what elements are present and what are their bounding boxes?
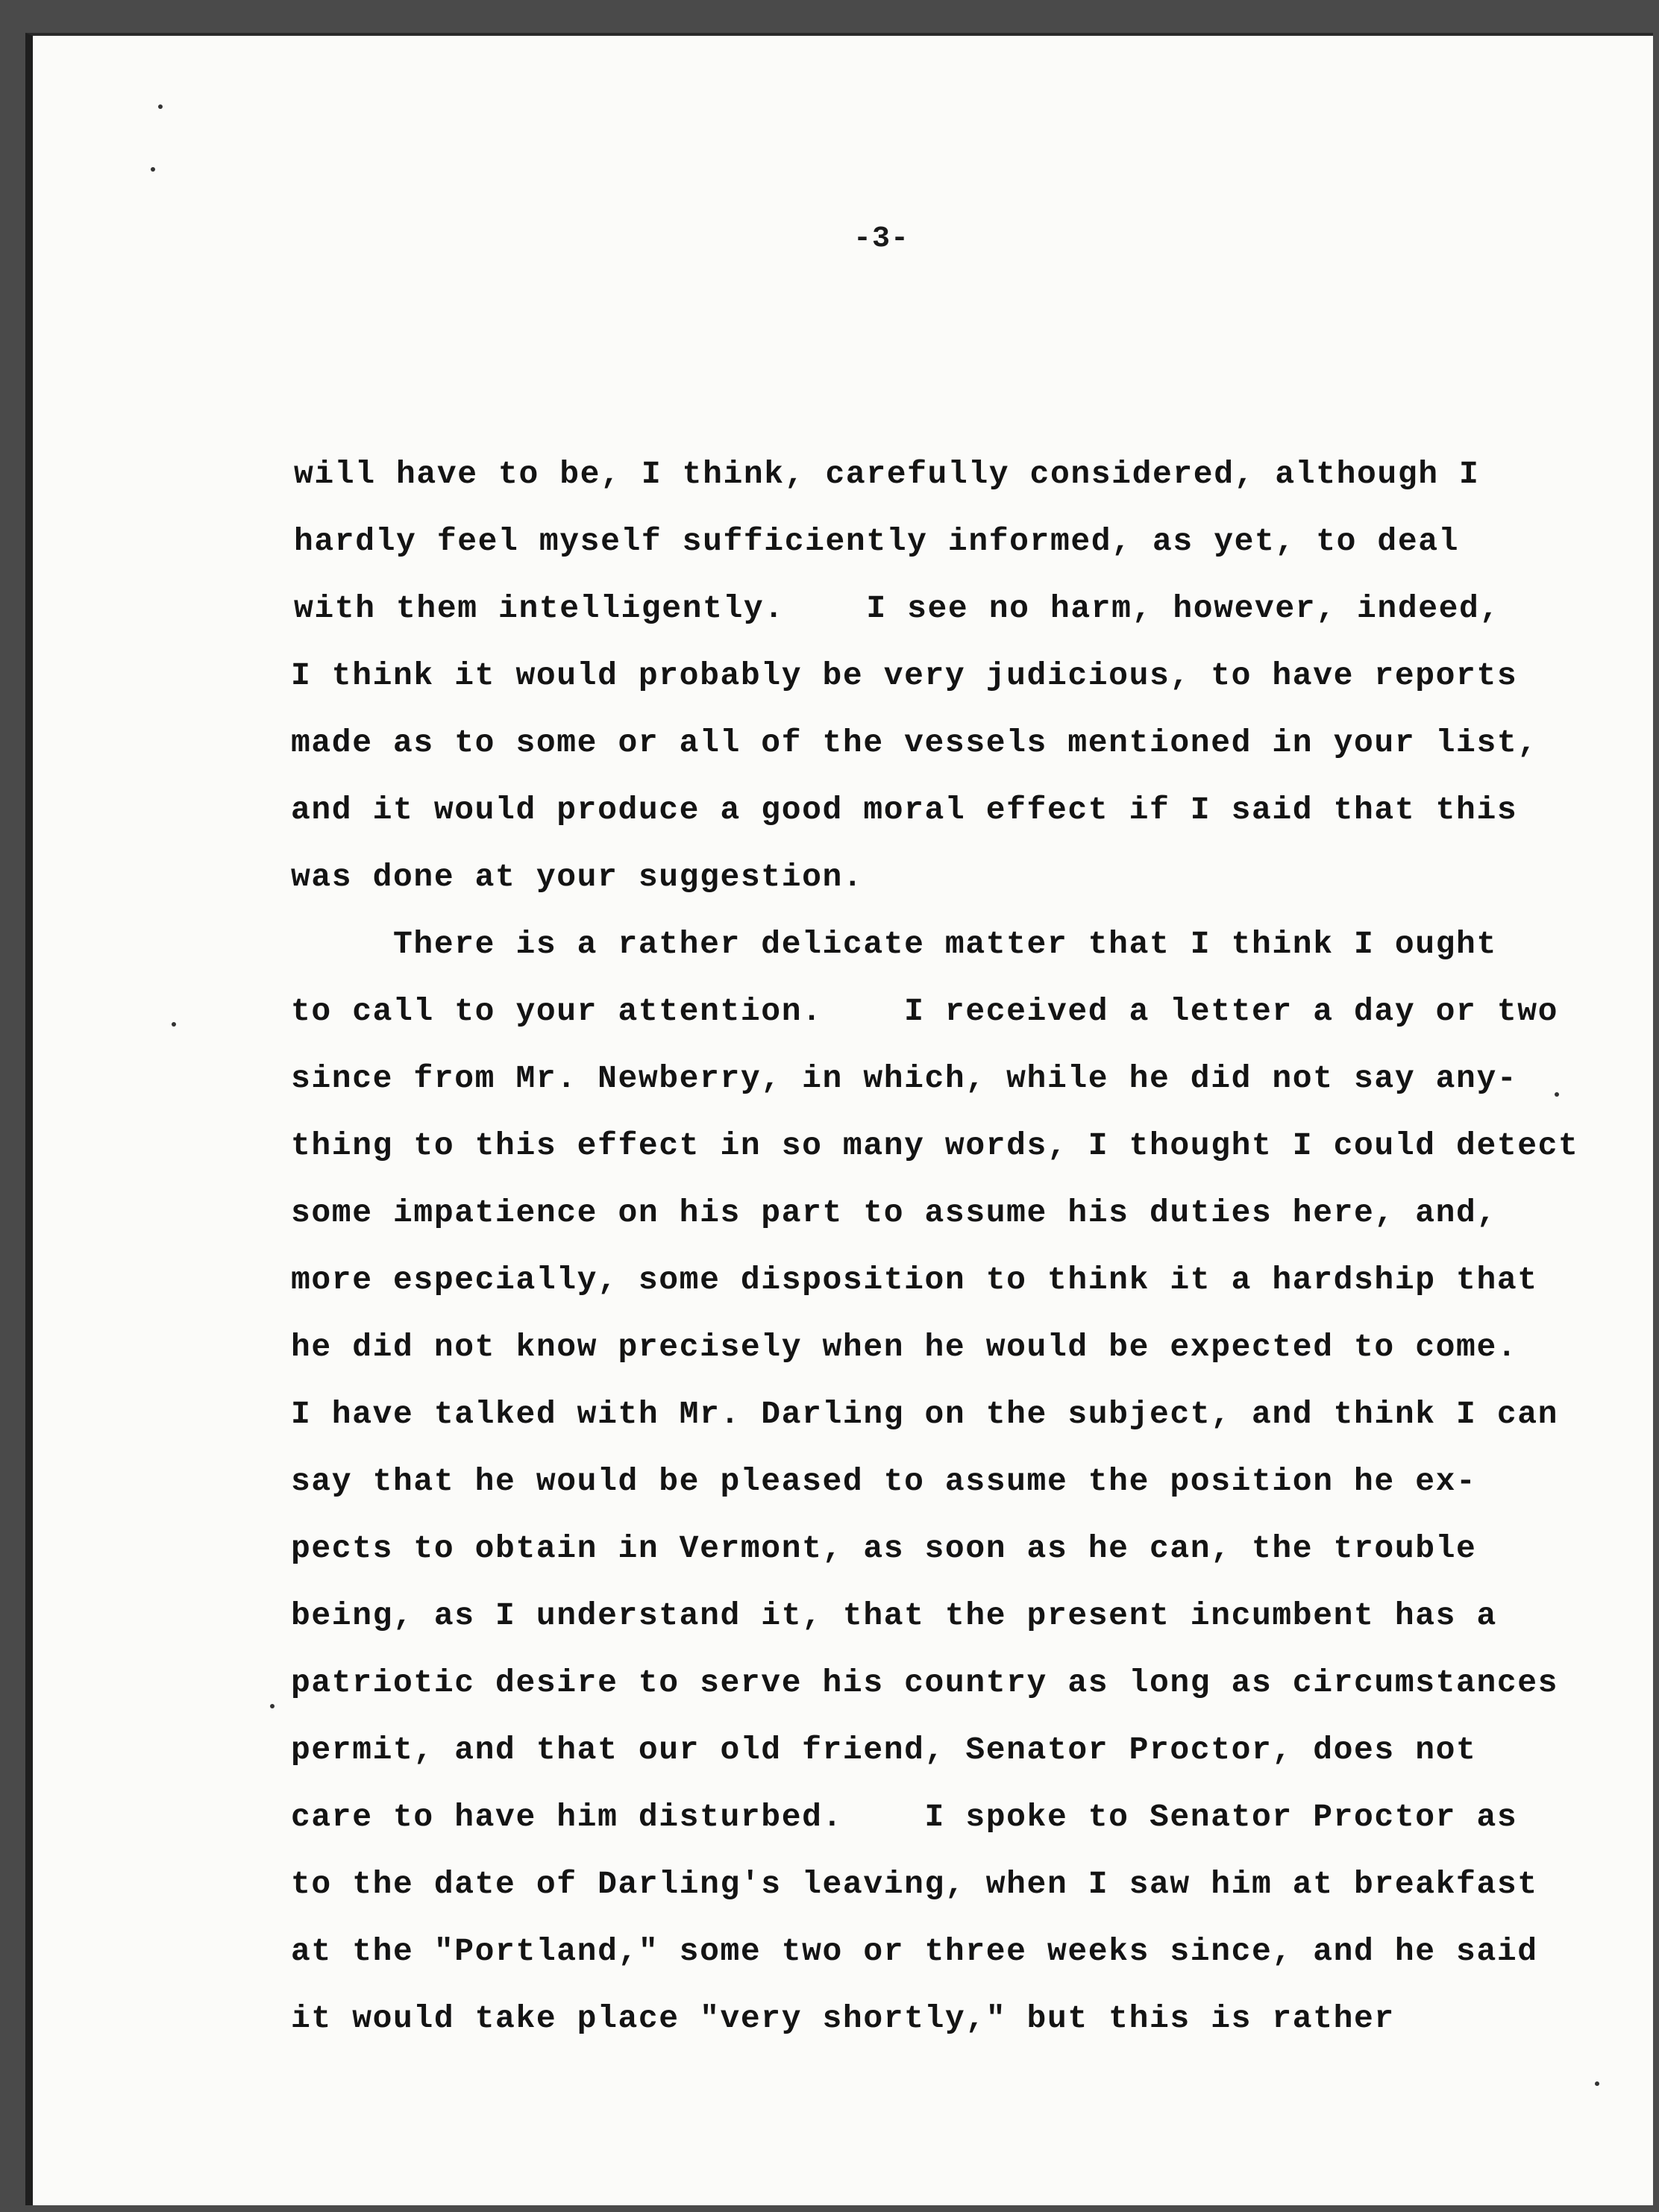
text-line: care to have him disturbed. I spoke to Senator Proctor as	[291, 1799, 1518, 1835]
text-line: with them intelligently. I see no harm, however, indeed,	[294, 590, 1500, 627]
text-line: to the date of Darling's leaving, when I saw him at breakfast	[291, 1866, 1538, 1902]
dust-speck	[1595, 2081, 1599, 2086]
paper-sheet	[25, 33, 1653, 2205]
text-line: at the "Portland," some two or three weeks since, and he said	[291, 1933, 1538, 1970]
dust-speck	[270, 1704, 275, 1708]
dust-speck	[151, 167, 155, 172]
text-line: being, as I understand it, that the present incumbent has a	[291, 1597, 1497, 1634]
text-line: he did not know precisely when he would be expected to come.	[291, 1329, 1518, 1365]
dust-speck	[158, 104, 163, 109]
text-line: pects to obtain in Vermont, as soon as he can, the trouble	[291, 1530, 1477, 1567]
text-line: thing to this effect in so many words, I thought I could detect	[291, 1127, 1579, 1164]
text-line: say that he would be pleased to assume the position he ex-	[291, 1463, 1477, 1500]
text-line: was done at your suggestion.	[291, 859, 864, 895]
text-line: to call to your attention. I received a letter a day or two	[291, 993, 1559, 1030]
text-line: will have to be, I think, carefully considered, although I	[294, 456, 1480, 492]
text-line: hardly feel myself sufficiently informed, as yet, to deal	[294, 523, 1460, 560]
text-line: since from Mr. Newberry, in which, while he did not say any-	[291, 1060, 1518, 1097]
text-line: some impatience on his part to assume his duties here, and,	[291, 1194, 1497, 1231]
text-line: made as to some or all of the vessels mentioned in your list,	[291, 724, 1538, 761]
dust-speck	[172, 1022, 176, 1027]
text-line: patriotic desire to serve his country as long as circumstances	[291, 1664, 1559, 1701]
text-line: and it would produce a good moral effect if I said that this	[291, 792, 1518, 828]
text-line: permit, and that our old friend, Senator Proctor, does not	[291, 1732, 1477, 1768]
text-line: it would take place "very shortly," but this is rather	[291, 2000, 1395, 2037]
text-line: There is a rather delicate matter that I think I ought	[291, 926, 1497, 962]
dust-speck	[1555, 1092, 1559, 1097]
text-line: I think it would probably be very judicious, to have reports	[291, 657, 1518, 694]
text-line: more especially, some disposition to think it a hardship that	[291, 1262, 1538, 1298]
page-number: -3-	[853, 222, 910, 256]
text-line: I have talked with Mr. Darling on the subject, and think I can	[291, 1396, 1559, 1432]
